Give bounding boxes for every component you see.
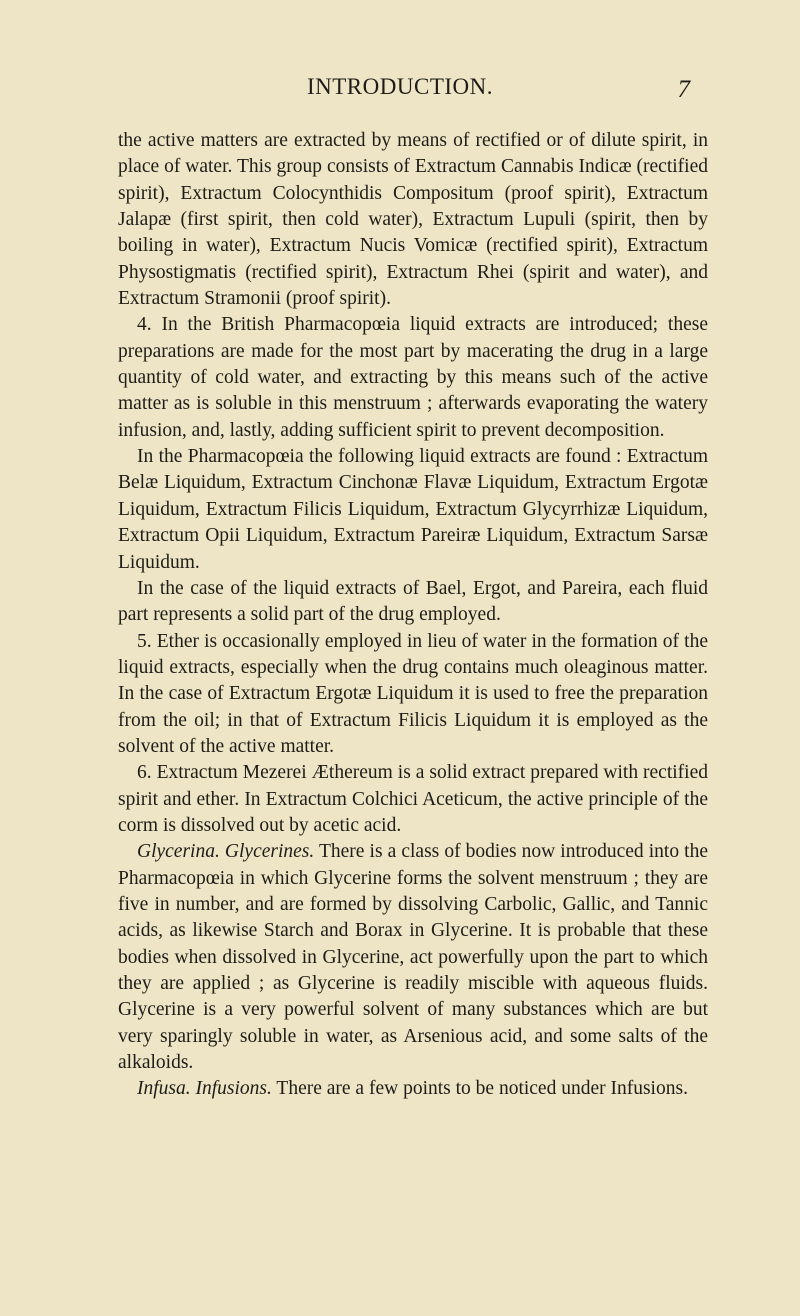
glycerines-text: There is a class of bodies now introduced into the Pharmacopœia in which Glycerine forms the solvent menstruum ; they are five in number, and are formed by dissolving Carbolic, Gallic, and Tannic acids, as likewise Starch and Borax in Glycerine. It is probable that these bodies when dissolved in Glycerine, act powerfully upon the part to which they are applied ; as Glycerine is readily miscible with aqueous fluids. Glycerine is a very powerful solvent of many substances which are but very sparingly soluble in water, as Arsenious acid, and some salts of the alkaloids. <box>118 841 708 1074</box>
infusions-text: There are a few points to be noticed under Infusions. <box>271 1078 688 1100</box>
body-text <box>118 128 708 1103</box>
glycerines-heading: Glycerina. Glycerines. <box>137 841 315 863</box>
paragraph-infusions <box>118 1076 708 1102</box>
paragraph-liquid-extracts: 4. In the British Pharmacopœia liquid extracts are introduced; these preparations are made for the most part by macerating the drug in a large quantity of cold water, and extracting by this means such of the active matter as is soluble in this menstruum ; afterwards evaporating the watery infusion, and, lastly, adding sufficient spirit to prevent decomposition. <box>118 314 708 441</box>
page-header <box>0 74 800 110</box>
page-number: 7 <box>677 76 690 103</box>
paragraph-liquid-extracts-list: In the Pharmacopœia the following liquid extracts are found : Extractum Belæ Liquidum, Extractum Cinchonæ Flavæ Liquidum, Extractum Ergotæ Liquidum, Extractum Filicis Liquidum, Extractum Glycyrrhizæ Liquidum, Extractum Opii Liquidum, Extractum Pareiræ Liquidum, Extractum Sarsæ Liquidum. <box>118 446 708 573</box>
paragraph-ether: 5. Ether is occasionally employed in lieu of water in the formation of the liquid extracts, especially when the drug contains much oleaginous matter. In the case of Extractum Ergotæ Liquidum it is used to free the preparation from the oil; in that of Extractum Filicis Liquidum it is employed as the solvent of the active matter. <box>118 630 708 757</box>
infusions-heading: Infusa. Infusions. <box>137 1078 272 1100</box>
paragraph-mezerei: 6. Extractum Mezerei Æthereum is a solid extract prepared with rectified spirit and ether. In Extractum Colchici Aceticum, the active principle of the corm is dissolved out by acetic acid. <box>118 762 708 836</box>
paragraph-glycerines <box>118 839 708 1076</box>
running-head: INTRODUCTION. <box>306 74 493 99</box>
paragraph-continuation: the active matters are extracted by means of rectified or of dilute spirit, in place of water. This group consists of Extractum Cannabis Indicæ (rectified spirit), Extractum Colocynthidis Compositum (proof spirit), Extractum Jalapæ (first spirit, then cold water), Extractum Lupuli (spirit, then by boiling in water), Extractum Nucis Vomicæ (rectified spirit), Extractum Physostigmatis (rectified spirit), Extractum Rhei (spirit and water), and Extractum Stramonii (proof spirit). <box>118 130 708 310</box>
paragraph-bael-ergot-pareira: In the case of the liquid extracts of Bael, Ergot, and Pareira, each fluid part represents a solid part of the drug employed. <box>118 577 708 626</box>
